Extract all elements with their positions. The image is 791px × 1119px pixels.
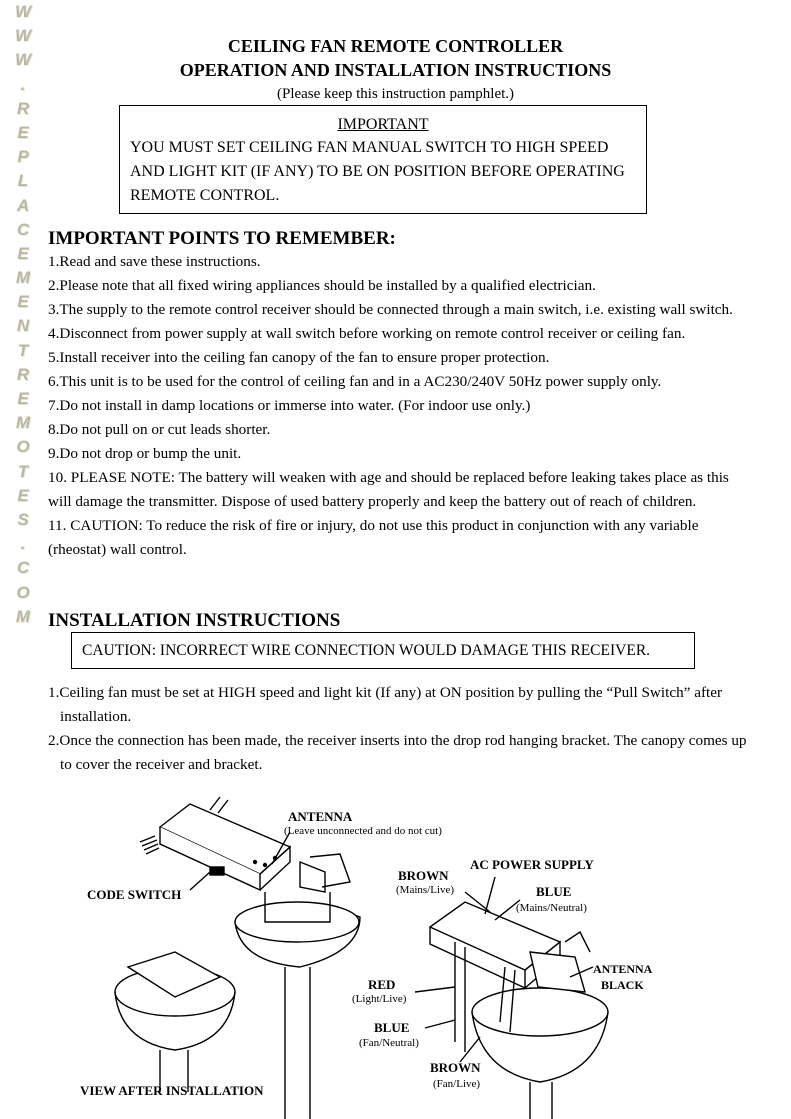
watermark-letter: M: [15, 268, 31, 288]
watermark-letter: O: [16, 582, 30, 602]
brown-bottom-leader-line: [460, 1037, 480, 1062]
watermark-letter: E: [17, 389, 29, 408]
caution-text: CAUTION: INCORRECT WIRE CONNECTION WOULD DAMAGE THIS RECEIVER.: [82, 642, 651, 659]
watermark-letter: R: [16, 98, 30, 118]
list-item: 5.Install receiver into the ceiling fan canopy of the fan to ensure proper protection.: [48, 349, 550, 366]
antenna-note: (Leave unconnected and do not cut): [284, 825, 442, 837]
caution-box: [71, 632, 695, 669]
watermark-letter: W: [14, 2, 32, 21]
watermark-letter: .: [20, 534, 26, 554]
list-item: 1.Ceiling fan must be set at HIGH speed and light kit (If any) at ON position by pulling the “Pull Switch” after installation.: [48, 684, 723, 725]
watermark-letter: W: [14, 50, 32, 70]
list-item: 2.Please note that all fixed wiring appliances should be installed by a qualified electrician.: [48, 277, 596, 294]
brown-bottom-note: (Fan/Live): [433, 1078, 481, 1090]
watermark-letter: T: [17, 340, 29, 360]
watermark-letter: M: [15, 606, 31, 626]
ac-power-label: AC POWER SUPPLY: [470, 857, 594, 872]
antenna-right-label: ANTENNA: [593, 962, 653, 976]
brown-bottom-label: BROWN: [430, 1060, 481, 1075]
list-item: 11. CAUTION: To reduce the risk of fire or injury, do not use this product in conjunction with any variable (rheostat) wall control.: [48, 517, 699, 558]
watermark-letter: S: [17, 509, 29, 529]
code-switch-label: CODE SWITCH: [87, 887, 182, 902]
watermark-letter: P: [17, 147, 29, 167]
important-line: YOU MUST SET CEILING FAN MANUAL SWITCH TO HIGH SPEED: [130, 139, 609, 156]
watermark-column: [10, 0, 36, 626]
red-label: RED: [368, 977, 396, 992]
watermark-letter: E: [17, 292, 29, 312]
red-leader-line: [415, 987, 455, 992]
wiring-diagram: [60, 792, 700, 1119]
installation-heading: INSTALLATION INSTRUCTIONS: [48, 610, 341, 631]
keep-pamphlet-note: (Please keep this instruction pamphlet.): [276, 86, 515, 102]
blue-bottom-label: BLUE: [374, 1020, 410, 1035]
list-item: 8.Do not pull on or cut leads shorter.: [48, 421, 271, 438]
black-label: BLACK: [601, 978, 644, 992]
watermark-letter: L: [17, 171, 29, 191]
list-item: 10. PLEASE NOTE: The battery will weaken with age and should be replaced before leaking takes place as this will damage the transmitter. Dispose of used battery properly and keep the battery out of reach of children.: [48, 469, 729, 510]
watermark-letter: T: [17, 461, 29, 481]
document-subtitle-heading: OPERATION AND INSTALLATION INSTRUCTIONS: [179, 60, 612, 80]
points-list: [48, 250, 748, 562]
list-item: 6.This unit is to be used for the control of ceiling fan and in a AC230/240V 50Hz power supply only.: [48, 373, 662, 390]
brown-top-label: BROWN: [398, 868, 449, 883]
list-item: 9.Do not drop or bump the unit.: [48, 445, 242, 462]
receiver-module-illustration: [140, 797, 290, 890]
watermark-letter: A: [16, 195, 30, 215]
important-line: AND LIGHT KIT (IF ANY) TO BE ON POSITION BEFORE OPERATING: [130, 163, 625, 180]
bracket-canopy-illustration: [235, 854, 360, 1119]
list-item: 3.The supply to the remote control receiver should be connected through a main switch, i.e. existing wall switch.: [48, 301, 733, 318]
watermark-letter: E: [17, 122, 29, 142]
watermark-letter: E: [17, 485, 29, 505]
watermark-letter: M: [15, 413, 31, 433]
view-after-label: VIEW AFTER INSTALLATION: [80, 1083, 264, 1098]
installed-view-illustration: [115, 952, 235, 1092]
blue-top-note: (Mains/Neutral): [516, 902, 587, 914]
important-line: REMOTE CONTROL.: [130, 187, 280, 204]
watermark-letter: C: [16, 558, 30, 578]
list-item: 4.Disconnect from power supply at wall switch before working on remote control receiver or ceiling fan.: [48, 325, 686, 342]
blue-top-label: BLUE: [536, 884, 572, 899]
brown-top-note: (Mains/Live): [396, 884, 455, 896]
code-switch-leader-line: [190, 872, 210, 890]
document-title: CEILING FAN REMOTE CONTROLLER: [227, 36, 564, 56]
list-item: 1.Read and save these instructions.: [48, 253, 261, 270]
watermark-letter: W: [14, 26, 32, 46]
antenna-label: ANTENNA: [288, 809, 353, 824]
watermark-letter: R: [16, 364, 30, 384]
points-heading: IMPORTANT POINTS TO REMEMBER:: [48, 228, 396, 249]
watermark-letter: E: [17, 243, 29, 263]
important-heading: IMPORTANT: [337, 116, 429, 133]
watermark-letter: .: [20, 74, 26, 94]
watermark-letter: N: [16, 316, 30, 336]
watermark-letter: O: [16, 437, 30, 457]
important-notice-box: [119, 105, 647, 214]
watermark-letter: C: [16, 219, 30, 239]
red-note: (Light/Live): [352, 993, 407, 1005]
blue-bottom-leader-line: [425, 1020, 455, 1028]
installation-list: [48, 681, 748, 777]
blue-bottom-note: (Fan/Neutral): [359, 1037, 419, 1049]
ac-power-leader-line: [485, 877, 495, 914]
list-item: 2.Once the connection has been made, the receiver inserts into the drop rod hanging bracket. The canopy comes up to cover the receiver and bracket.: [48, 732, 747, 773]
list-item: 7.Do not install in damp locations or immerse into water. (For indoor use only.): [48, 397, 531, 414]
